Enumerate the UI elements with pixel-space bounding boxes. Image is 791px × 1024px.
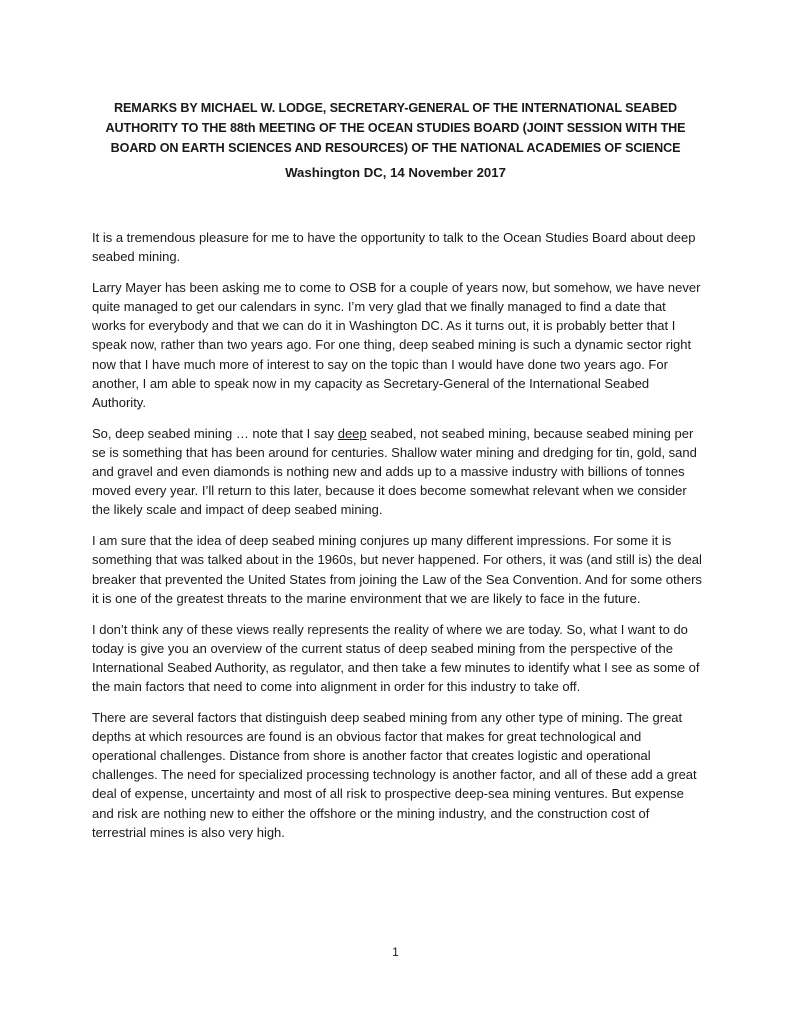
paragraph: I don’t think any of these views really represents the reality of where we are today. So, what I want to do today is give you an overview of the current status of deep seabed mining from the perspective of the International Seabed Authority, as regulator, and then take a few minutes to identify what I see as some of the main factors that need to come into alignment in order for this industry to take off. [92,621,700,694]
document-body [92,228,702,854]
paragraph: It is a tremendous pleasure for me to have the opportunity to talk to the Ocean Studies Board about deep seabed mining. [92,230,696,265]
paragraph-text: So, deep seabed mining … note that I say [92,425,338,441]
underlined-word: deep [337,425,367,441]
paragraph [92,424,702,519]
page-number: 1 [392,945,399,959]
paragraph: There are several factors that distinguish deep seabed mining from any other type of mining. The great depths at which resources are found is an obvious factor that makes for great technological and operational challenges. Distance from shore is another factor that creates logistic and operational challenges. The need for specialized processing technology is another factor, and all of these add a great deal of expense, uncertainty and most of all risk to prospective deep-sea mining ventures. But expense and risk are nothing new to either the offshore or the mining industry, and the construction cost of terrestrial mines is also very high. [92,710,697,840]
document-title: REMARKS BY MICHAEL W. LODGE, SECRETARY-GENERAL OF THE INTERNATIONAL SEABED AUTHORITY TO THE 88th MEETING OF THE OCEAN STUDIES BOARD (JOINT SESSION WITH THE BOARD ON EARTH SCIENCES AND RESOURCES) OF THE NATIONAL ACADEMIES OF SCIENCE [105,101,686,155]
paragraph: Larry Mayer has been asking me to come to OSB for a couple of years now, but somehow, we have never quite managed to get our calendars in sync. I’m very glad that we finally managed to find a date that works for everybody and that we can do it in Washington DC. As it turns out, it is probably better that I speak now, rather than two years ago. For one thing, deep seabed mining is such a dynamic sector right now that I have much more of interest to say on the topic than I would have done two years ago. For another, I am able to speak now in my capacity as Secretary-General of the International Seabed Authority. [92,280,701,410]
document-subtitle: Washington DC, 14 November 2017 [285,165,506,180]
paragraph: I am sure that the idea of deep seabed mining conjures up many different impressions. For some it is something that was talked about in the 1960s, but never happened. For others, it was (and still is) the deal breaker that prevented the United States from joining the Law of the Sea Convention. And for some others it is one of the greatest threats to the marine environment that we are likely to face in the future. [92,533,702,606]
paragraph-text: seabed, not seabed mining, because seabed mining per se is something that has been around for centuries. Shallow water mining and dredging for tin, gold, sand and gravel and even diamonds is nothing new and adds up to a massive industry with billions of tonnes moved every year. I’ll return to this later, because it does become somewhat relevant when we consider the likely scale and impact of deep seabed mining. [92,425,697,518]
